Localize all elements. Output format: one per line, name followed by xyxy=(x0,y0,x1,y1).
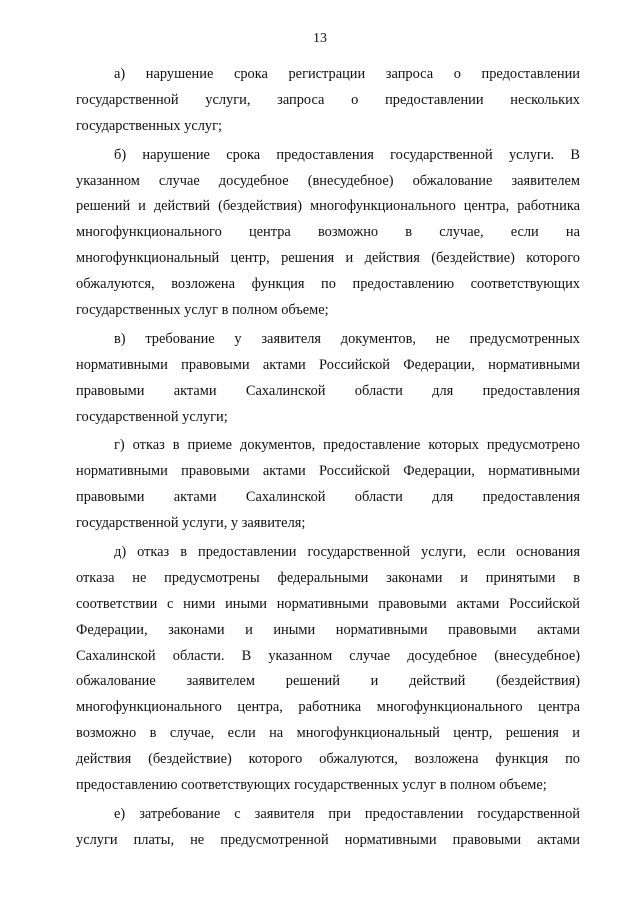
document-body xyxy=(76,62,580,854)
paragraph-b xyxy=(76,143,580,324)
text-line: обжалуются, возложена функция по предоставлению соответствующих xyxy=(76,276,580,293)
text-line: многофункциональный центр, решения и действия (бездействие) которого xyxy=(76,250,580,267)
text-line: многофункционального центра возможно в случае, если на xyxy=(76,224,580,241)
page-number: 13 xyxy=(313,31,327,46)
text-line: государственной услуги; xyxy=(76,408,228,425)
text-line: указанном случае досудебное (внесудебное) обжалование заявителем xyxy=(76,172,580,189)
text-line: а) нарушение срока регистрации запроса о предоставлении xyxy=(114,66,580,82)
text-line: д) отказ в предоставлении государственной услуги, если основания xyxy=(114,544,580,561)
text-line: Федерации, законами и иными нормативными правовыми актами xyxy=(76,621,580,638)
text-line: е) затребование с заявителя при предоставлении государственной xyxy=(114,805,580,822)
paragraph-e xyxy=(76,802,580,854)
text-line: г) отказ в приеме документов, предоставление которых предусмотрено xyxy=(114,437,580,454)
text-line: правовыми актами Сахалинской области для предоставления xyxy=(76,382,580,399)
text-line: Сахалинской области. В указанном случае досудебное (внесудебное) xyxy=(76,647,580,664)
text-line: обжалование заявителем решений и действий (бездействия) xyxy=(76,673,580,690)
text-line: правовыми актами Сахалинской области для предоставления xyxy=(76,489,580,506)
text-line: услуги платы, не предусмотренной нормативными правовыми актами xyxy=(76,831,580,848)
text-line: многофункционального центра, работника многофункционального центра xyxy=(76,699,580,716)
paragraph-d xyxy=(76,540,580,799)
text-line: соответствии с ними иными нормативными правовыми актами Российской xyxy=(76,595,580,612)
text-line: предоставлению соответствующих государственных услуг в полном объеме; xyxy=(76,777,547,794)
text-line: государственной услуги, у заявителя; xyxy=(76,515,306,532)
text-line: в) требование у заявителя документов, не предусмотренных xyxy=(114,330,580,347)
text-line: действия (бездействие) которого обжалуются, возложена функция по xyxy=(76,751,580,768)
text-line: государственных услуг в полном объеме; xyxy=(76,302,329,319)
text-line: государственной услуги, запроса о предоставлении нескольких xyxy=(76,91,580,108)
text-line: решений и действий (бездействия) многофункционального центра, работника xyxy=(76,198,580,215)
text-line: возможно в случае, если на многофункциональный центр, решения и xyxy=(76,725,580,742)
paragraph-v xyxy=(76,327,580,431)
text-line: государственных услуг; xyxy=(76,117,222,134)
paragraph-a xyxy=(76,62,580,140)
text-line: нормативными правовыми актами Российской Федерации, нормативными xyxy=(76,356,580,373)
text-line: нормативными правовыми актами Российской Федерации, нормативными xyxy=(76,463,580,480)
text-line: б) нарушение срока предоставления государственной услуги. В xyxy=(114,146,580,163)
paragraph-g xyxy=(76,433,580,537)
text-line: отказа не предусмотрены федеральными законами и принятыми в xyxy=(76,569,580,586)
